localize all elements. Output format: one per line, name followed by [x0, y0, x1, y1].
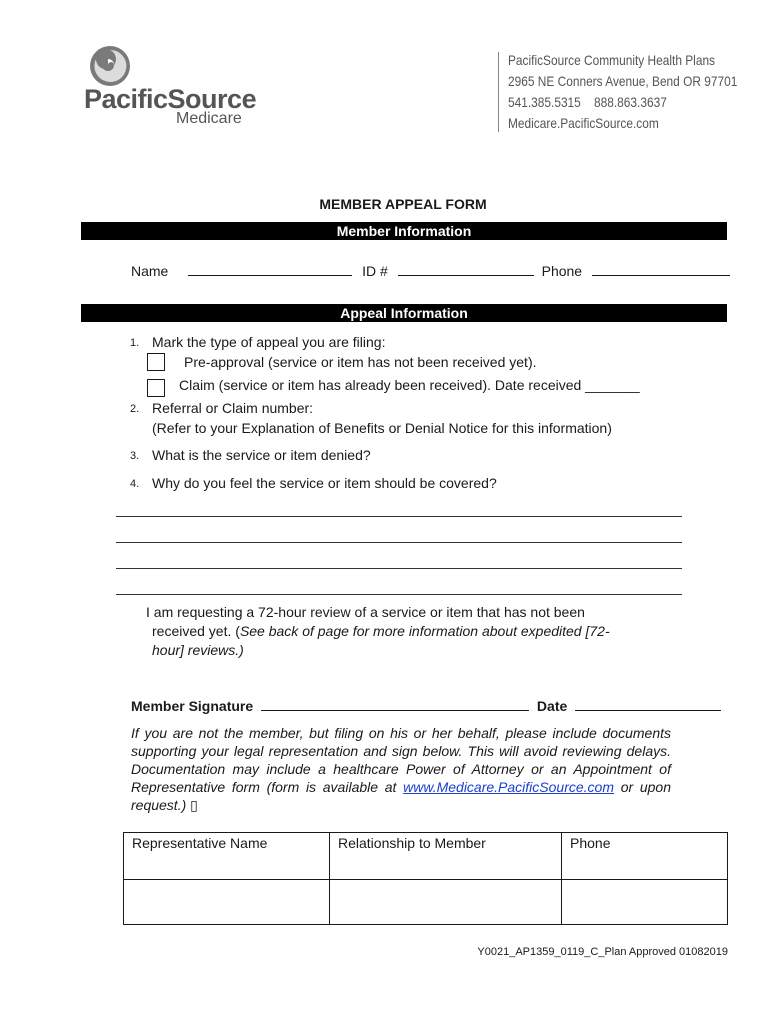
appeal-information-header: Appeal Information — [81, 304, 727, 322]
date-label: Date — [536, 698, 568, 714]
logo-subtitle: Medicare — [176, 110, 242, 127]
rep-name-cell[interactable] — [124, 880, 330, 925]
name-field[interactable] — [188, 263, 352, 276]
q4-label: Why do you feel the service or item should be covered? — [152, 475, 497, 491]
contact-phones: 541.385.5315 888.863.3637 — [508, 94, 667, 110]
answer-line[interactable] — [116, 568, 682, 569]
name-label: Name — [131, 263, 169, 279]
member-fields-row — [131, 263, 730, 279]
member-signature-field[interactable] — [261, 698, 529, 711]
website-link[interactable]: www.Medicare.PacificSource.com — [403, 779, 614, 795]
expedited-line2-italic: See back of page for more information about expedited [72- — [239, 623, 610, 639]
phone-label: Phone — [541, 263, 583, 279]
preapproval-label: Pre-approval (service or item has not been received yet). — [184, 354, 537, 370]
q1-label: Mark the type of appeal you are filing: — [152, 334, 386, 350]
expedited-line1: I am requesting a 72-hour review of a service or item that has not been — [146, 604, 585, 620]
answer-line[interactable] — [116, 594, 682, 595]
q2-label: Referral or Claim number: — [152, 400, 314, 416]
logo-name: PacificSource — [84, 84, 257, 114]
representative-table — [123, 832, 728, 925]
date-field[interactable] — [575, 698, 721, 711]
phone-field[interactable] — [592, 263, 730, 276]
footer-code: Y0021_AP1359_0119_C_Plan Approved 01082019 — [477, 946, 728, 958]
form-title: MEMBER APPEAL FORM — [319, 196, 487, 212]
representative-note — [131, 724, 671, 814]
rep-phone-cell[interactable] — [562, 880, 728, 925]
contact-address: 2965 NE Conners Avenue, Bend OR 97701 — [508, 73, 738, 89]
q1-number: 1. — [130, 337, 140, 349]
representative-note-text: If you are not the member, but filing on his or her behalf, please include documents supporting your legal representation and sign below. This will avoid reviewing delays. Documentation may include a healthcare Power of Attorney or an Appointment of Representative form (form is available at — [131, 725, 671, 795]
q4-number: 4. — [130, 478, 140, 490]
q2-note: (Refer to your Explanation of Benefits or Denial Notice for this information) — [152, 420, 612, 436]
expedited-line2-plain: received yet. ( — [152, 623, 240, 639]
q3-label: What is the service or item denied? — [152, 447, 371, 463]
representative-note-tail: or upon request.) ▯ — [131, 779, 672, 813]
answer-line[interactable] — [116, 516, 682, 517]
id-label: ID # — [362, 263, 388, 279]
member-signature-label: Member Signature — [131, 698, 254, 714]
q2-number: 2. — [130, 403, 140, 415]
expedited-line2 — [152, 623, 610, 639]
rep-phone-header: Phone — [562, 833, 728, 880]
preapproval-checkbox[interactable] — [147, 353, 165, 371]
contact-org: PacificSource Community Health Plans — [508, 52, 716, 68]
contact-website: Medicare.PacificSource.com — [508, 115, 659, 131]
q3-number: 3. — [130, 450, 140, 462]
contact-divider — [498, 52, 499, 132]
member-information-header: Member Information — [81, 222, 727, 240]
signature-row — [131, 698, 721, 714]
claim-checkbox[interactable] — [147, 379, 165, 397]
claim-label: Claim (service or item has already been received). Date received _______ — [179, 377, 640, 393]
pacificsource-logo-mark-icon — [88, 44, 132, 88]
answer-line[interactable] — [116, 542, 682, 543]
expedited-line3: hour] reviews.) — [152, 642, 244, 658]
rep-relationship-cell[interactable] — [330, 880, 562, 925]
rep-relationship-header: Relationship to Member — [330, 833, 562, 880]
rep-name-header: Representative Name — [124, 833, 330, 880]
id-field[interactable] — [398, 263, 534, 276]
